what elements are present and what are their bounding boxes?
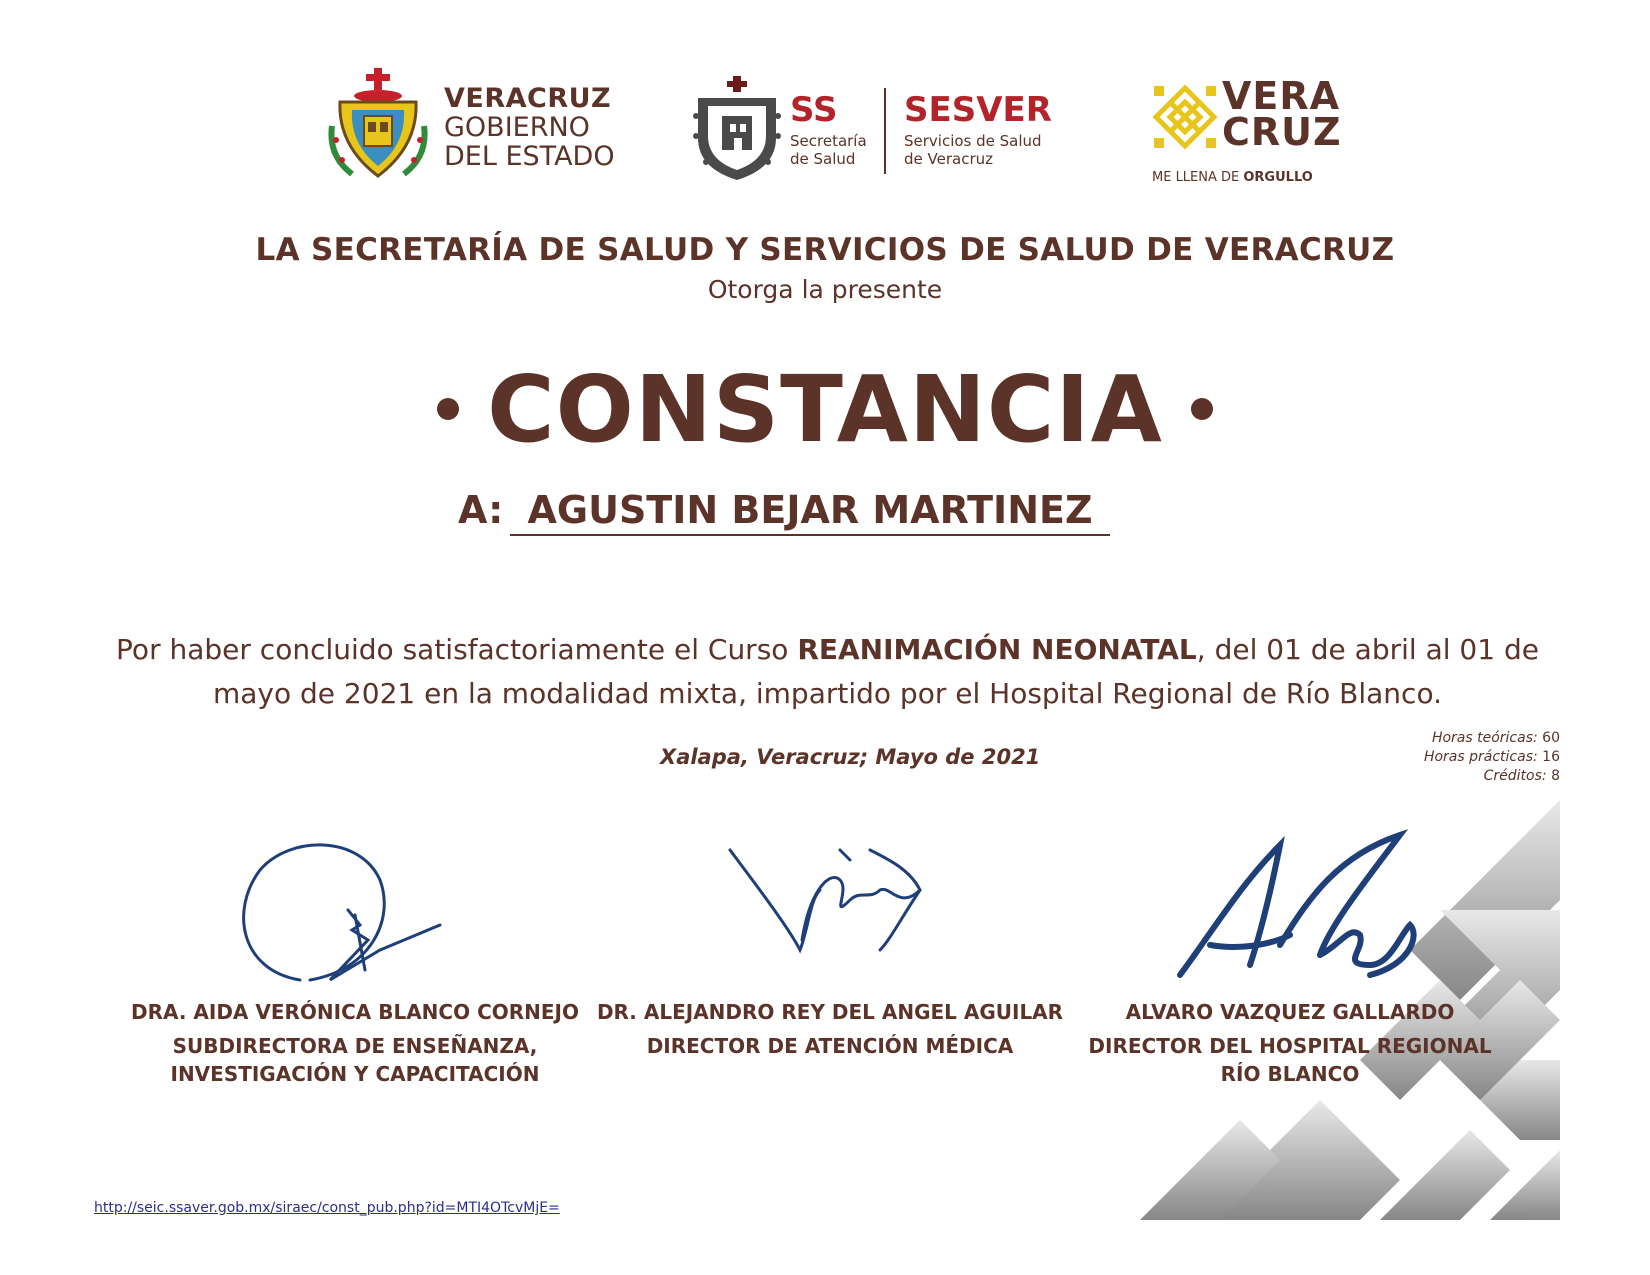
body-part-2: , del 01 de abril al 01 de mayo de 2021 en la modalidad mixta, impartido por el Hospital Regional de Río Blanco. [213,633,1539,710]
certificate-title [0,356,1650,463]
orgullo-tag-bold: ORGULLO [1243,170,1313,185]
theory-hours-label: Horas teóricas: [1431,730,1538,746]
signature-3 [1170,825,1430,995]
cruz-text: CRUZ [1222,110,1342,154]
sesver-label: SESVER [904,90,1052,130]
signatory-3-role: DIRECTOR DEL HOSPITAL REGIONAL RÍO BLANCO [1088,1034,1492,1086]
signatory-1-role: SUBDIRECTORA DE ENSEÑANZA, INVESTIGACIÓN Y CAPACITACIÓN [170,1034,540,1086]
logo-veracruz-gobierno [328,66,618,186]
signatory-2-role: DIRECTOR DE ATENCIÓN MÉDICA [646,1034,1014,1058]
bullet-dot-right [1191,398,1213,420]
coat-of-arms-icon [328,66,438,184]
orgullo-tagline [1152,170,1313,185]
place-date: Xalapa, Veracruz; Mayo de 2021 [660,745,1041,769]
sesver-line-1: Servicios de Salud [904,132,1042,150]
ss-shield-icon [692,76,782,182]
signatory-3-name: ALVARO VAZQUEZ GALLARDO [1125,1000,1455,1024]
practice-hours-label: Horas prácticas: [1423,749,1538,765]
sesver-line-2: de Veracruz [904,150,993,168]
knot-pattern-icon [1152,84,1218,150]
signature-2 [720,830,940,980]
hours-block [1424,729,1560,786]
ss-label: SS [790,90,838,130]
logo-veracruz-orgullo [1152,74,1342,190]
bullet-dot-left [437,398,459,420]
body-part-1: Por haber concluido satisfactoriamente el Curso [116,633,798,666]
recipient-row [458,488,1118,538]
logo-divider [884,88,886,174]
gobierno-line-3: DEL ESTADO [444,141,615,172]
signatory-2-name: DR. ALEJANDRO REY DEL ANGEL AGUILAR [596,1000,1064,1024]
recipient-prefix: A: [458,488,504,532]
theory-hours-value: 60 [1542,730,1560,746]
ss-line-1: Secretaría [790,132,867,150]
certificate-title-text: CONSTANCIA [487,356,1163,463]
gobierno-line-1: VERACRUZ [444,83,612,114]
credits-value: 8 [1551,768,1560,784]
ss-line-2: de Salud [790,150,856,168]
signatory-1-name: DRA. AIDA VERÓNICA BLANCO CORNEJO [131,1000,579,1024]
course-name: REANIMACIÓN NEONATAL [797,633,1197,666]
orgullo-tag-prefix: ME LLENA DE [1152,170,1244,185]
signature-1 [230,830,470,1000]
gobierno-line-2: GOBIERNO [444,112,590,143]
vera-text: VERA [1222,74,1341,118]
logo-ss-sesver [692,76,1092,186]
recipient-name: AGUSTIN BEJAR MARTINEZ [510,488,1110,536]
intro-text: Otorga la presente [707,275,943,304]
certificate-body [90,628,1565,716]
issuer-heading: LA SECRETARÍA DE SALUD Y SERVICIOS DE SALUD DE VERACRUZ [255,232,1395,268]
verification-url[interactable]: http://seic.ssaver.gob.mx/siraec/const_pub.php?id=MTI4OTcvMjE= [94,1200,560,1216]
credits-label: Créditos: [1483,768,1547,784]
practice-hours-value: 16 [1542,749,1560,765]
